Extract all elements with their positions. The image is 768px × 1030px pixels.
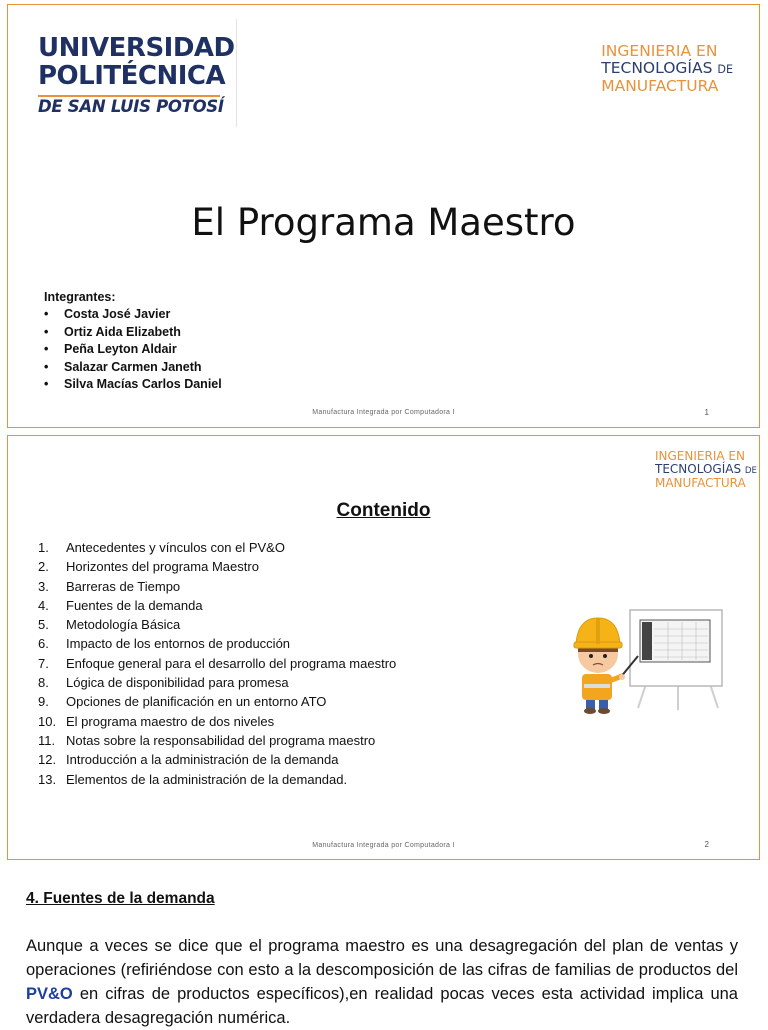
- list-item: 10. El programa maestro de dos niveles: [38, 713, 275, 729]
- pvo-highlight: PV&O: [26, 985, 73, 1003]
- list-item: 5. Metodología Básica: [38, 617, 181, 633]
- list-item: • Salazar Carmen Janeth: [44, 359, 202, 374]
- university-logo-line3: DE SAN LUIS POTOSÍ: [38, 97, 224, 116]
- program-logo-line3: MANUFACTURA: [601, 76, 719, 95]
- list-item: • Costa José Javier: [44, 307, 171, 321]
- program-logo-line1: INGENIERIA EN: [601, 42, 718, 60]
- page-number: 1: [704, 408, 709, 417]
- section-heading: 4. Fuentes de la demanda: [26, 890, 215, 907]
- contents-title: Contenido: [336, 500, 431, 521]
- program-logo-line2: TECNOLOGÍAS DE: [654, 462, 757, 477]
- list-item: 7. Enfoque general para el desarrollo del programa maestro: [38, 655, 397, 671]
- page-number: 2: [704, 840, 709, 849]
- list-item: • Peña Leyton Aldair: [44, 342, 177, 356]
- list-item: • Silva Macías Carlos Daniel: [44, 377, 222, 391]
- program-logo-line2: TECNOLOGÍAS DE: [601, 59, 733, 78]
- contents-list: [38, 540, 396, 791]
- list-item: 4. Fuentes de la demanda: [38, 597, 203, 613]
- list-item: 2. Horizontes del programa Maestro: [38, 559, 259, 575]
- slide-footer: Manufactura Integrada por Computadora I: [312, 842, 455, 849]
- program-logo-line3: MANUFACTURA: [654, 476, 746, 491]
- contents-slide: [7, 435, 760, 860]
- university-logo: [18, 19, 237, 127]
- list-item: 8. Lógica de disponibilidad para promesa: [38, 675, 289, 691]
- list-item: 13. Elementos de la administración de la demandad.: [38, 771, 348, 787]
- list-item: 3. Barreras de Tiempo: [38, 578, 181, 594]
- list-item: 9. Opciones de planificación en un entorno ATO: [38, 694, 327, 710]
- title-slide: [7, 4, 760, 428]
- slide-footer: Manufactura Integrada por Computadora I: [312, 409, 455, 416]
- list-item: 11. Notas sobre la responsabilidad del programa maestro: [38, 732, 376, 748]
- program-logo-line1: INGENIERIA EN: [654, 449, 745, 463]
- list-item: 1. Antecedentes y vínculos con el PV&O: [38, 540, 285, 555]
- section-paragraph: Aunque a veces se dice que el programa maestro es una desagregación del plan de ventas y operaciones (refiriéndose con esto a la descomposición de las cifras de familias de productos del PV&O en cifras de productos específicos),en realidad pocas veces esta actividad implica una verdadera desagregación numérica.: [26, 937, 738, 1027]
- university-logo-line2: POLITÉCNICA: [38, 61, 226, 91]
- list-item: 12. Introducción a la administración de la demanda: [38, 752, 339, 768]
- list-item: • Ortiz Aida Elizabeth: [44, 324, 181, 339]
- university-logo-line1: UNIVERSIDAD: [38, 33, 235, 63]
- program-logo: [601, 43, 733, 95]
- program-logo: [655, 450, 757, 491]
- list-item: 6. Impacto de los entornos de producción: [38, 636, 291, 652]
- members-block: [44, 290, 222, 395]
- slide-title: El Programa Maestro: [191, 201, 576, 244]
- members-label: Integrantes:: [44, 290, 116, 304]
- members-list: [44, 307, 222, 395]
- engineer-whiteboard-illustration: [558, 596, 728, 714]
